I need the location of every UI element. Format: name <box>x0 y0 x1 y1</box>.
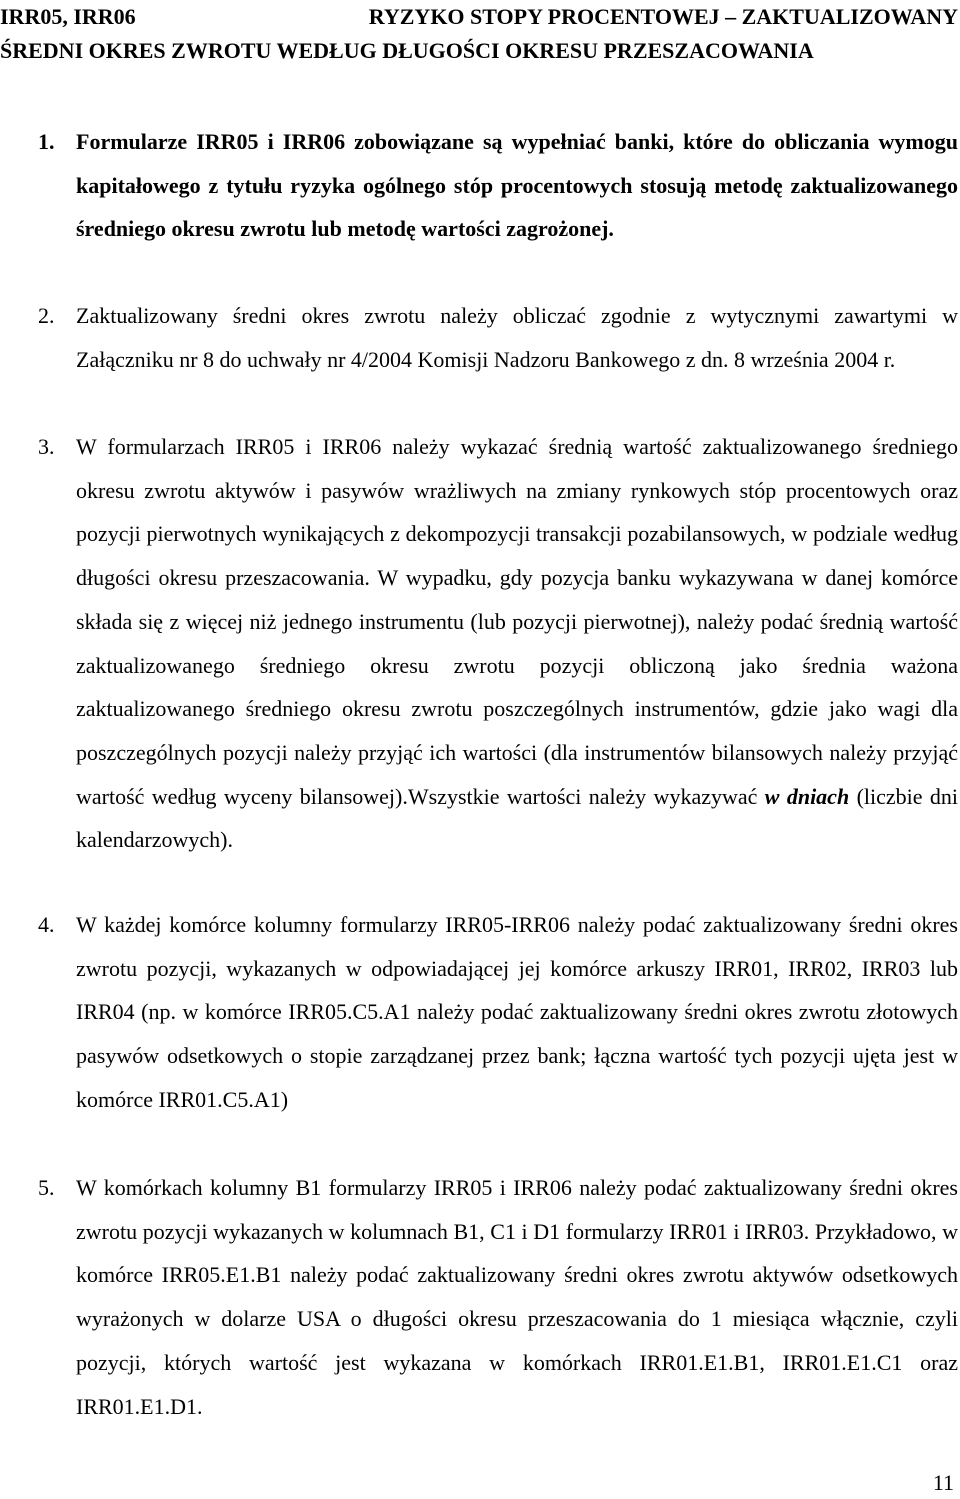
list-item-4 <box>0 903 958 1122</box>
item-text-main: W formularzach IRR05 i IRR06 należy wykazać średnią wartość zaktualizowanego średniego okresu zwrotu aktywów i pasywów wrażliwych na zmiany rynkowych stóp procentowych oraz pozycji pierwotnych wynikających z dekompozycji transakcji pozabilansowych, w podziale według długości okresu przeszacowania. W wypadku, gdy pozycja banku wykazywana w danej komórce składa się z więcej niż jednego instrumentu (lub pozycji pierwotnej), należy podać średnią wartość zaktualizowanego średniego okresu zwrotu pozycji obliczoną jako średnia ważona zaktualizowanego średniego okresu zwrotu poszczególnych instrumentów, gdzie jako wagi dla poszczególnych pozycji należy przyjąć ich wartości (dla instrumentów bilansowych należy przyjąć wartość według wyceny bilansowej).Wszystkie wartości należy wykazywać <box>76 434 958 809</box>
item-number: 2. <box>38 303 55 328</box>
item-number: 3. <box>38 434 55 459</box>
item-text: W każdej komórce kolumny formularzy IRR05-IRR06 należy podać zaktualizowany średni okres zwrotu pozycji, wykazanych w odpowiadającej jej komórce arkuszy IRR01, IRR02, IRR03 lub IRR04 (np. w komórce IRR05.C5.A1 należy podać zaktualizowany średni okres zwrotu złotowych pasywów odsetkowych o stopie zarządzanej przez bank; łączna wartość tych pozycji ujęta jest w komórce IRR01.C5.A1) <box>76 912 958 1112</box>
item-number: 5. <box>38 1175 55 1200</box>
header-line-1 <box>0 0 958 34</box>
list-item-1 <box>0 120 958 251</box>
emphasis-in-days: w dniach <box>764 783 850 809</box>
list-item-3 <box>0 425 958 862</box>
item-text: Zaktualizowany średni okres zwrotu należy obliczać zgodnie z wytycznymi zawartymi w Załączniku nr 8 do uchwały nr 4/2004 Komisji Nadzoru Bankowego z dn. 8 września 2004 r. <box>76 303 958 372</box>
item-number: 1. <box>38 129 55 154</box>
item-text: W komórkach kolumny B1 formularzy IRR05 i IRR06 należy podać zaktualizowany średni okres zwrotu pozycji wykazanych w kolumnach B1, C1 i D1 formularzy IRR01 i IRR03. Przykładowo, w komórce IRR05.E1.B1 należy podać zaktualizowany średni okres zwrotu aktywów odsetkowych wyrażonych w dolarze USA o długości okresu przeszacowania do 1 miesiąca włącznie, czyli pozycji, których wartość jest wykazana w komórkach IRR01.E1.B1, IRR01.E1.C1 oraz IRR01.E1.D1. <box>76 1175 958 1419</box>
item-text-after: (liczbie dni kalendarzowych). <box>76 783 959 853</box>
section-header <box>0 0 958 68</box>
item-text <box>76 425 958 862</box>
list-item-5 <box>0 1166 958 1428</box>
list-item-2 <box>0 294 958 381</box>
header-title-line-1: RYZYKO STOPY PROCENTOWEJ – ZAKTUALIZOWANY <box>368 4 958 29</box>
header-title-line-2: ŚREDNI OKRES ZWROTU WEDŁUG DŁUGOŚCI OKRESU PRZESZACOWANIA <box>0 38 814 63</box>
item-text: Formularze IRR05 i IRR06 zobowiązane są wypełniać banki, które do obliczania wymogu kapitałowego z tytułu ryzyka ogólnego stóp procentowych stosują metodę zaktualizowanego średniego okresu zwrotu lub metodę wartości zagrożonej. <box>76 129 958 242</box>
item-number: 4. <box>38 912 55 937</box>
page-number: 11 <box>932 1470 954 1495</box>
form-codes: IRR05, IRR06 <box>0 4 136 29</box>
